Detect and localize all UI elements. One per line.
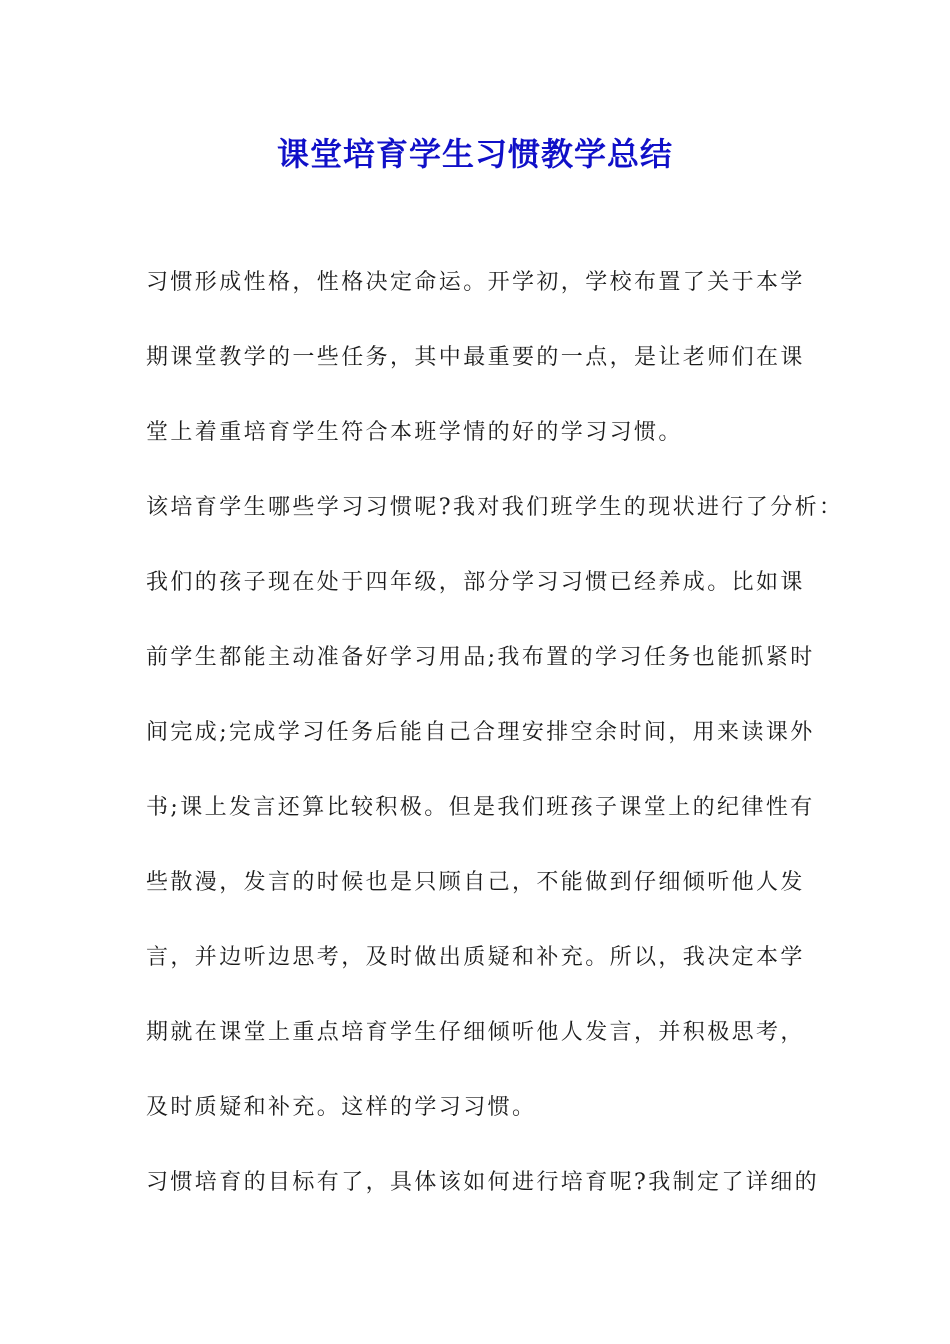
body-line-2: 期课堂教学的一些任务，其中最重要的一点，是让老师们在课 xyxy=(146,345,805,370)
body-line-9: 些散漫，发言的时候也是只顾自己，不能做到仔细倾听他人发 xyxy=(146,870,805,895)
body-line-7: 间完成;完成学习任务后能自己合理安排空余时间，用来读课外 xyxy=(146,720,815,745)
body-line-1: 习惯形成性格，性格决定命运。开学初，学校布置了关于本学 xyxy=(146,270,805,295)
body-line-11: 期就在课堂上重点培育学生仔细倾听他人发言，并积极思考， xyxy=(146,1020,805,1045)
document-title: 课堂培育学生习惯教学总结 xyxy=(276,135,673,173)
body-line-8: 书;课上发言还算比较积极。但是我们班孩子课堂上的纪律性有 xyxy=(146,795,815,820)
body-line-10: 言，并边听边思考，及时做出质疑和补充。所以，我决定本学 xyxy=(146,945,805,970)
body-line-13: 习惯培育的目标有了，具体该如何进行培育呢?我制定了详细的 xyxy=(146,1170,819,1195)
body-line-12: 及时质疑和补充。这样的学习习惯。 xyxy=(146,1095,537,1120)
body-line-4: 该培育学生哪些学习习惯呢?我对我们班学生的现状进行了分析： xyxy=(146,495,844,520)
body-line-3: 堂上着重培育学生符合本班学情的好的学习习惯。 xyxy=(146,420,683,445)
body-line-5: 我们的孩子现在处于四年级，部分学习习惯已经养成。比如课 xyxy=(146,570,805,595)
body-line-6: 前学生都能主动准备好学习用品;我布置的学习任务也能抓紧时 xyxy=(146,645,815,670)
